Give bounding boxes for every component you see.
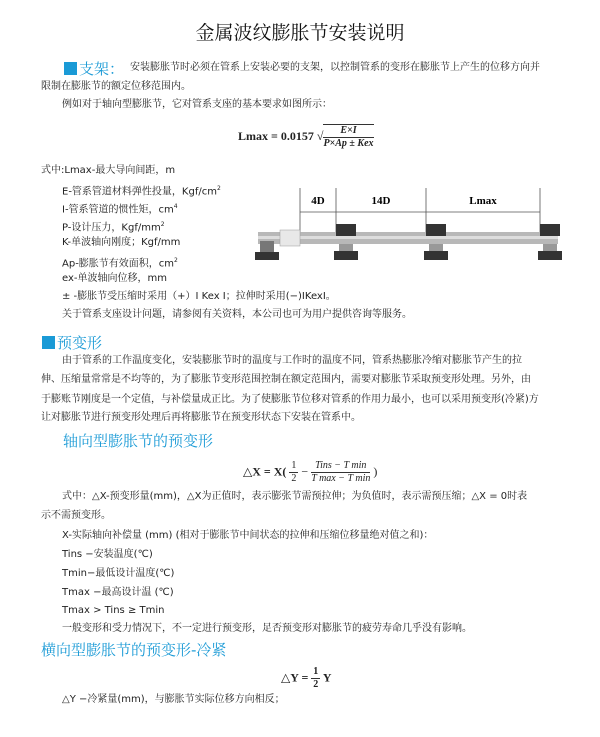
paragraph-line: 于膨账节刚度是一个定值，与补偿量成正比。为了使膨胀节位移对管系的作用力最小，也可以采用预变形(冷紧)方 [41,394,539,405]
paragraph-line: 式中：△X-预变形量(mm)，△X为正值时，表示膨张节需预拉伸；为负值时，表示需预压缩；△X = 0时表 [62,491,528,502]
section-heading-support: 支架： [64,58,124,79]
square-bullet-icon [42,336,55,349]
definition: Tmax −最高设计温 (℃) [62,587,174,598]
paragraph-line: 让对膨胀节进行预变形处理后再将膨胀节在预变形状态下安装在管系中。 [41,412,361,423]
paragraph-line: 伸、压缩量常常是不均等的，为了膨胀节变形范围控制在额定范围内，需要对膨胀节采取预变形处理。另外，由 [41,374,531,385]
definition: Tmax > Tins ≥ Tmin [62,605,165,616]
pipe-support-diagram [250,188,570,268]
paragraph: 关于管系支座设计问题，请参阅有关资料，本公司也可为用户提供咨询等服务。 [62,309,412,320]
bellows [280,230,300,246]
subheading-axial: 轴向型膨胀节的预变形 [63,432,214,450]
formula-lmax: Lmax = 0.0157 √ E×I P×Ap ± Kex [238,125,374,149]
page-title: 金属波纹膨胀节安装说明 [195,22,405,44]
paragraph: 例如对于轴向型膨胀节，它对管系支座的基本要求如图所示： [62,99,332,110]
section-heading-predeform: 预变形 [42,332,102,353]
definition: ex-单波轴向位移，mm [62,273,167,284]
definition: Ap-膨胀节有效面积，$cm^2$ [62,257,178,270]
definition: P-设计压力，Kgf/$mm^2$ [62,221,165,234]
paragraph-line: 示不需预变形。 [41,510,111,521]
subheading-lateral: 横向型膨胀节的预变形-冷紧 [41,641,227,659]
dimension-label: Lmax [469,195,497,207]
paragraph-line: 由于管系的工作温度变化，安装膨胀节时的温度与工作时的温度不同，管系热膨胀冷缩对膨胀节产生的拉 [62,355,522,366]
definition: X-实际轴向补偿量 (mm) (相对于膨胀节中间状态的拉伸和压缩位移量绝对值之和)： [62,530,434,541]
definition: I-管系管道的惯性矩，$cm^4$ [62,203,178,216]
dimension-label: 4D [311,195,325,207]
definition: Tins −安装温度(℃) [62,549,153,560]
definition: Tmin−最低设计温度(℃) [62,568,175,579]
definition: K-单波轴向刚度；Kgf/mm [62,237,181,248]
paragraph: 安装膨胀节时必须在管系上安装必要的支架，以控制管系的变形在膨胀节上产生的位移方向并 [130,62,540,73]
definition: △Y −冷紧量(mm)，与膨胀节实际位移方向相反； [62,694,285,705]
paragraph-line: 一般变形和受力情况下，不一定进行预变形，足否预变形对膨胀节的疲劳寿命几乎没有影响。 [62,623,472,634]
definition: E-管系管道材料弹性投量，Kgf/$cm^2$ [62,185,221,198]
square-bullet-icon [64,62,77,75]
definition: 式中:Lmax-最大导向间距，m [41,165,176,176]
formula-delta-y: △Y = $\frac{1}{2}$ Y [281,666,332,690]
formula-delta-x: △X = X( $\frac{1}{2}$ − Tins − T min T max − T min ) [243,460,378,484]
paragraph: 限制在膨胀节的额定位移范围内。 [41,81,191,92]
definition: ± -膨胀节受压缩时采用（+）I Kex I；拉伸时采用(−)IKexI。 [62,291,336,302]
dimension-label: 14D [371,195,391,207]
